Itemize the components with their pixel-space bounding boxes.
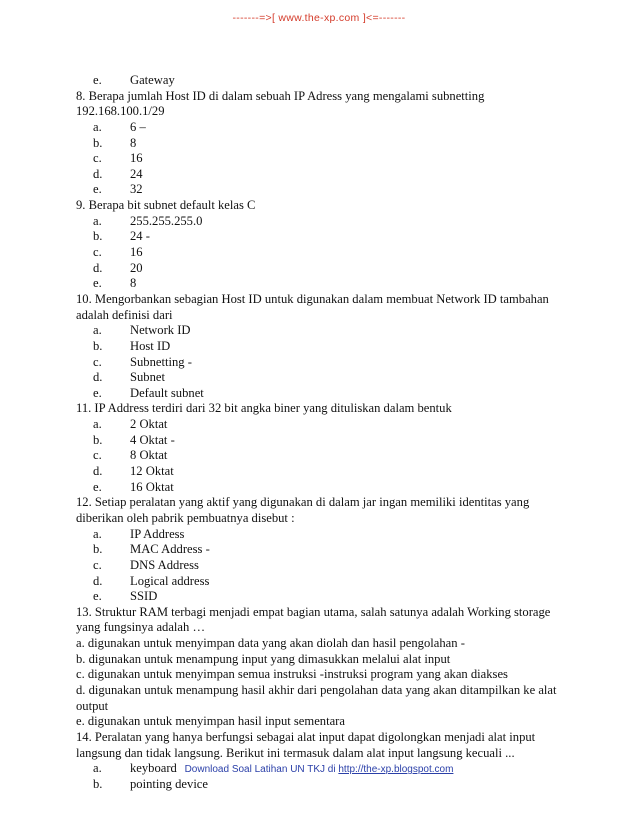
option-letter: b. xyxy=(93,432,103,447)
option-letter: a. xyxy=(93,526,102,541)
question-text: adalah definisi dari xyxy=(76,307,173,322)
question-text: output xyxy=(76,698,109,713)
option-letter: b. xyxy=(93,229,103,244)
option-text: 16 xyxy=(130,245,143,260)
option-text: 20 xyxy=(130,260,143,275)
option-text: 8 Oktat xyxy=(130,448,168,463)
option-letter: a. xyxy=(93,323,102,338)
answer-option xyxy=(76,417,556,433)
question-text: e. digunakan untuk menyimpan hasil input sementara xyxy=(76,714,345,729)
option-letter: a. xyxy=(93,119,102,134)
answer-option xyxy=(76,323,556,339)
option-text: Subnet xyxy=(130,370,165,385)
answer-option xyxy=(76,433,556,449)
option-letter: c. xyxy=(93,354,102,369)
option-text: IP Address xyxy=(130,526,185,541)
page-footer xyxy=(0,764,638,775)
option-letter: d. xyxy=(93,166,103,181)
option-letter: c. xyxy=(93,245,102,260)
answer-option xyxy=(76,370,556,386)
option-text: 32 xyxy=(130,182,143,197)
option-text: Gateway xyxy=(130,73,175,87)
answer-option xyxy=(76,558,556,574)
question-text: d. digunakan untuk menampung hasil akhir dari pengolahan data yang akan ditampilkan ke alat xyxy=(76,682,557,697)
question-text: 11. IP Address terdiri dari 32 bit angka biner yang dituliskan dalam bentuk xyxy=(76,401,452,416)
footer-link[interactable]: http://the-xp.blogspot.com xyxy=(338,764,454,775)
option-text: 8 xyxy=(130,135,137,150)
option-text: 24 xyxy=(130,166,143,181)
answer-option xyxy=(76,480,556,496)
question-text: 13. Struktur RAM terbagi menjadi empat bagian utama, salah satunya adalah Working storage xyxy=(76,604,551,619)
option-letter: b. xyxy=(93,135,103,150)
option-letter: d. xyxy=(93,370,103,385)
question-text: 12. Setiap peralatan yang aktif yang digunakan di dalam jar ingan memiliki identitas yang xyxy=(76,495,530,510)
option-text: SSID xyxy=(130,589,158,604)
answer-option xyxy=(76,276,556,292)
question-text: yang fungsinya adalah … xyxy=(76,620,206,635)
answer-option xyxy=(76,339,556,355)
question-text: c. digunakan untuk menyimpan semua instruksi -instruksi program yang akan diakses xyxy=(76,667,508,682)
option-letter: c. xyxy=(93,448,102,463)
question-list xyxy=(76,73,556,792)
option-text: MAC Address - xyxy=(130,542,210,557)
option-letter: b. xyxy=(93,776,103,791)
option-text: 12 Oktat xyxy=(130,464,174,479)
option-text: 6 – xyxy=(130,119,146,134)
answer-option xyxy=(76,214,556,230)
answer-option xyxy=(76,574,556,590)
option-text: Default subnet xyxy=(130,385,204,400)
option-letter: c. xyxy=(93,557,102,572)
answer-option xyxy=(76,261,556,277)
answer-option xyxy=(76,245,556,261)
option-letter: e. xyxy=(93,589,102,604)
option-text: 4 Oktat - xyxy=(130,432,175,447)
question-text: a. digunakan untuk menyimpan data yang akan diolah dan hasil pengolahan - xyxy=(76,636,465,651)
option-text: 8 xyxy=(130,276,137,291)
answer-option xyxy=(76,589,556,605)
option-text: Logical address xyxy=(130,573,210,588)
answer-option xyxy=(76,182,556,198)
option-letter: c. xyxy=(93,151,102,166)
option-text: Subnetting - xyxy=(130,354,192,369)
option-text: Host ID xyxy=(130,338,171,353)
answer-option xyxy=(76,777,556,793)
option-letter: e. xyxy=(93,479,102,494)
option-text: 24 - xyxy=(130,229,150,244)
option-letter: e. xyxy=(93,73,102,87)
answer-option xyxy=(76,151,556,167)
footer-text: Download Soal Latihan UN TKJ di xyxy=(184,764,339,775)
question-text: b. digunakan untuk menampung input yang dimasukkan melalui alat input xyxy=(76,651,451,666)
option-letter: a. xyxy=(93,213,102,228)
answer-option xyxy=(76,448,556,464)
answer-option xyxy=(76,355,556,371)
option-letter: a. xyxy=(93,761,102,776)
answer-option xyxy=(76,527,556,543)
option-letter: b. xyxy=(93,338,103,353)
option-text: Network ID xyxy=(130,323,191,338)
option-text: keyboard xyxy=(130,761,177,776)
option-text: pointing device xyxy=(130,776,208,791)
option-text: 16 Oktat xyxy=(130,479,174,494)
answer-option xyxy=(76,229,556,245)
option-letter: d. xyxy=(93,573,103,588)
question-text: diberikan oleh pabrik pembuatnya disebut : xyxy=(76,510,295,525)
question-text: 14. Peralatan yang hanya berfungsi sebagai alat input dapat digolongkan menjadi alat input xyxy=(76,729,536,744)
answer-option xyxy=(76,542,556,558)
answer-option xyxy=(76,167,556,183)
page-header: -------=>[ www.the-xp.com ]<=------- xyxy=(232,12,406,24)
question-text: 8. Berapa jumlah Host ID di dalam sebuah IP Adress yang mengalami subnetting xyxy=(76,88,485,103)
question-text: langsung dan tidak langsung. Berikut ini termasuk dalam alat input langsung kecuali ... xyxy=(76,745,515,760)
answer-option xyxy=(76,386,556,402)
answer-option xyxy=(76,136,556,152)
answer-option xyxy=(76,120,556,136)
question-text: 9. Berapa bit subnet default kelas C xyxy=(76,198,256,213)
answer-option xyxy=(76,73,556,89)
option-text: 2 Oktat xyxy=(130,417,168,432)
option-letter: e. xyxy=(93,276,102,291)
option-text: DNS Address xyxy=(130,557,199,572)
option-letter: b. xyxy=(93,542,103,557)
question-text: 10. Mengorbankan sebagian Host ID untuk digunakan dalam membuat Network ID tambahan xyxy=(76,291,549,306)
option-letter: d. xyxy=(93,260,103,275)
answer-option xyxy=(76,464,556,480)
option-letter: a. xyxy=(93,417,102,432)
question-text: 192.168.100.1/29 xyxy=(76,104,165,119)
option-letter: e. xyxy=(93,182,102,197)
option-letter: d. xyxy=(93,464,103,479)
option-text: 255.255.255.0 xyxy=(130,213,203,228)
option-text: 16 xyxy=(130,151,143,166)
option-letter: e. xyxy=(93,385,102,400)
